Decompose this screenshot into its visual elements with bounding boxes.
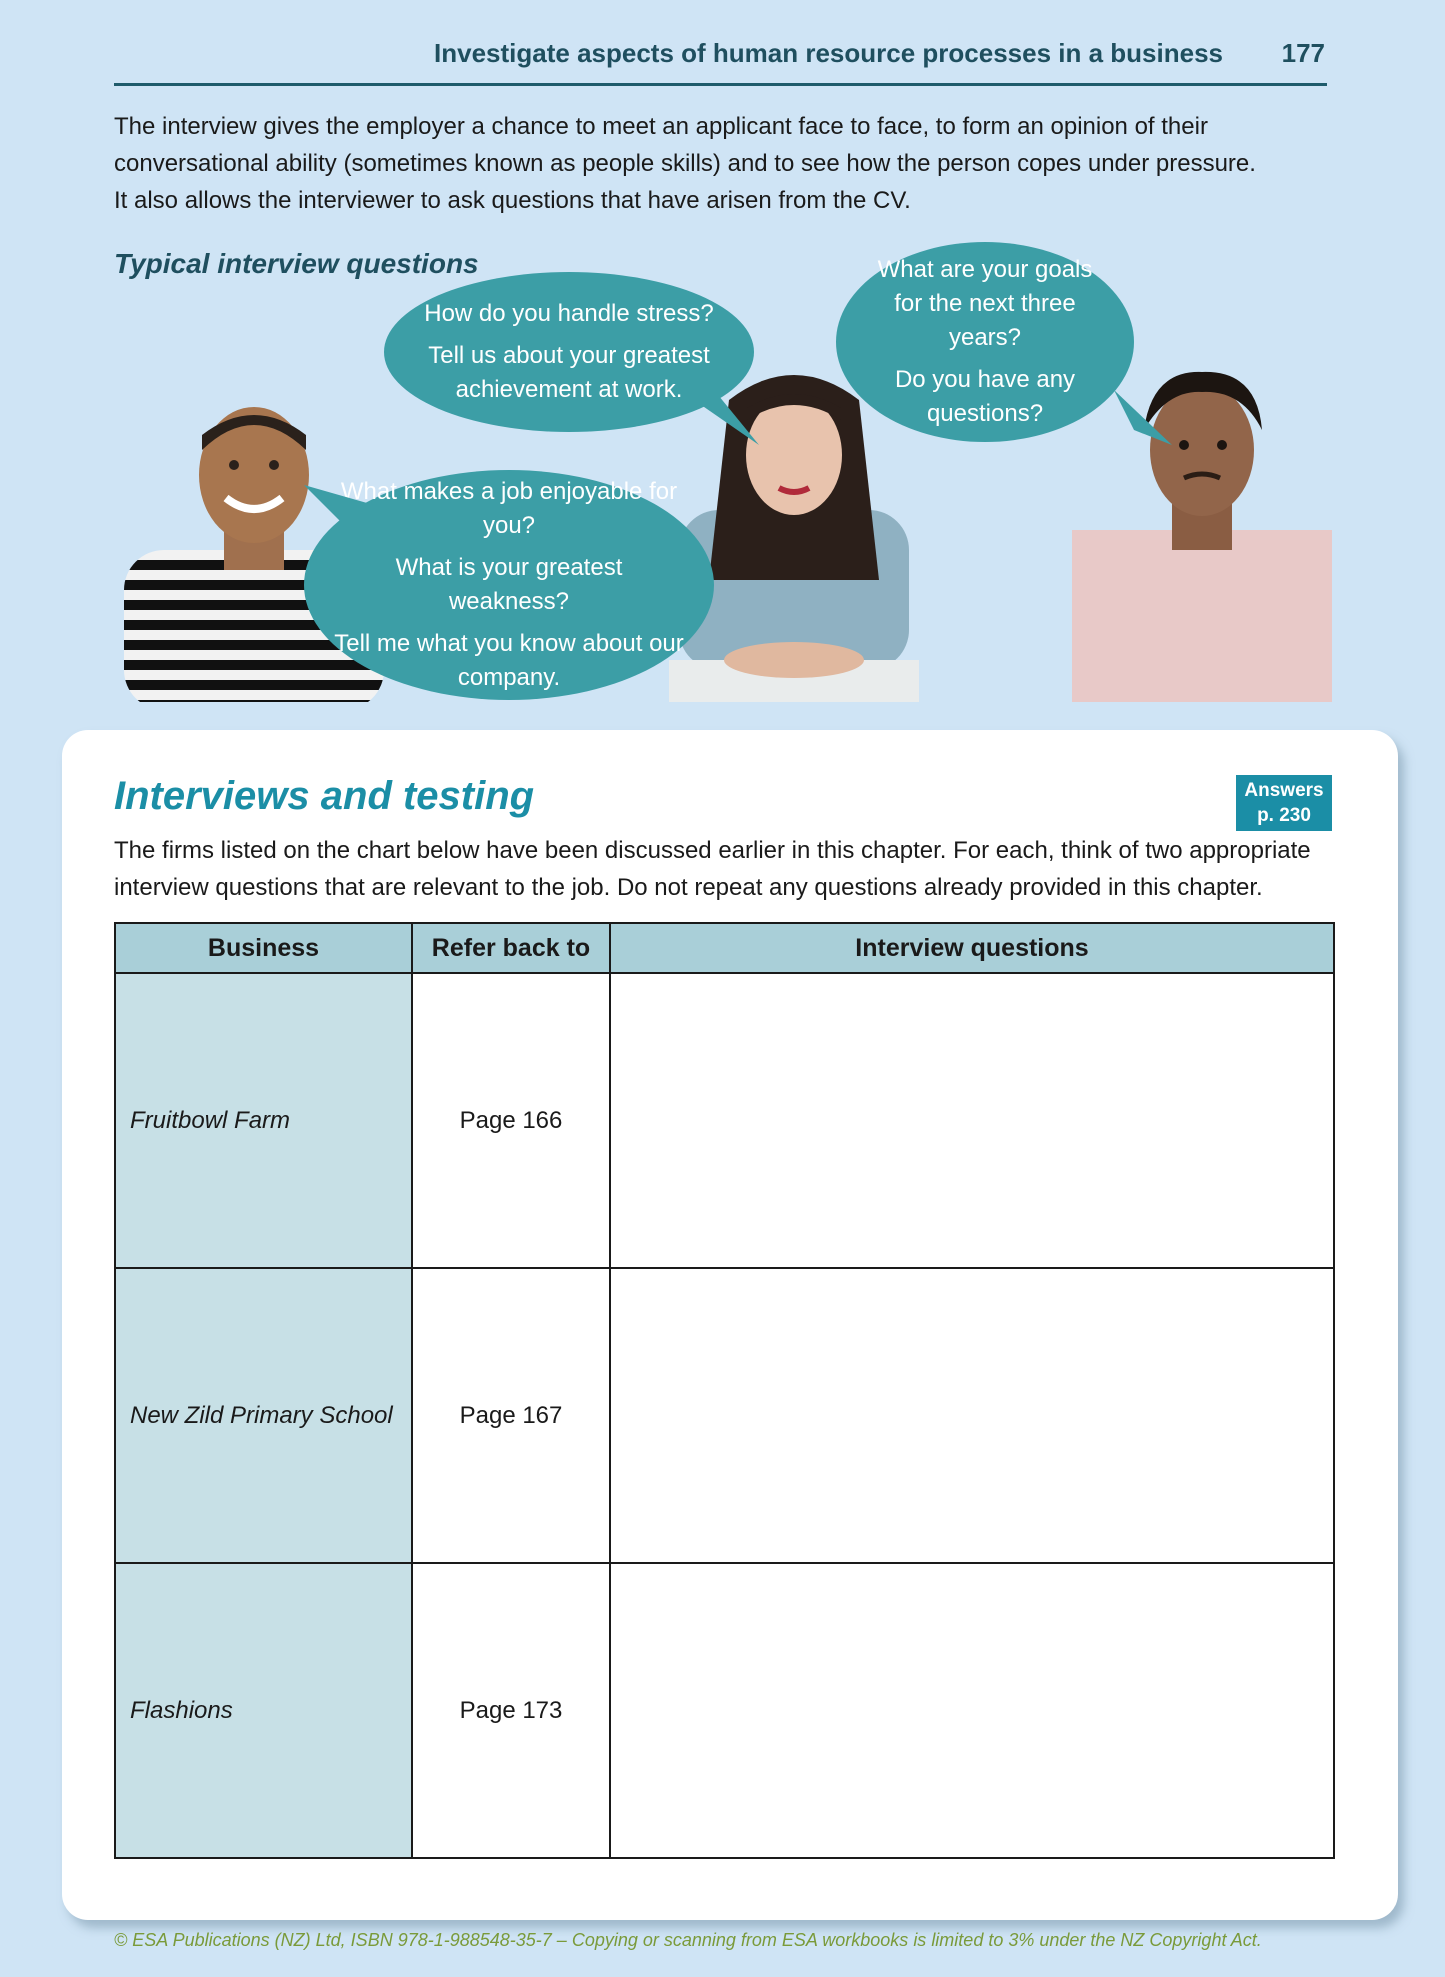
table-row [115, 1268, 1334, 1563]
interview-illustration [114, 240, 1332, 702]
activity-card [62, 730, 1398, 1920]
bubble-question: What are your goals for the next three years? [877, 256, 1093, 351]
instruction-line: interview questions that are relevant to the job. Do not repeat any questions already provided in this chapter. [114, 874, 1263, 901]
instruction-line: The firms listed on the chart below have been discussed earlier in this chapter. For each, think of two appropriate [114, 837, 1311, 864]
bubble-tail [1114, 390, 1184, 450]
business-cell: Fruitbowl Farm [115, 973, 412, 1268]
typical-questions-heading: Typical interview questions [114, 248, 479, 279]
page-number: 177 [1281, 38, 1325, 68]
business-cell: New Zild Primary School [115, 1268, 412, 1563]
bubble-tail [694, 390, 764, 450]
intro-line: conversational ability (sometimes known as people skills) and to see how the person copes under pressure. [114, 150, 1256, 177]
intro-paragraph [114, 108, 1334, 219]
bubble-question: Tell me what you know about our company. [334, 630, 684, 691]
bubble-question: Do you have any questions? [894, 366, 1076, 427]
column-header-questions: Interview questions [610, 923, 1334, 973]
bubble-question: What is your greatest weakness? [395, 554, 623, 615]
speech-bubble-goals [836, 242, 1134, 442]
intro-line: It also allows the interviewer to ask questions that have arisen from the CV. [114, 187, 911, 214]
running-head: Investigate aspects of human resource processes in a business [434, 38, 1223, 68]
activity-title: Interviews and testing [114, 774, 535, 818]
refer-cell: Page 173 [412, 1563, 610, 1858]
activity-instructions [114, 832, 1344, 906]
interview-questions-table [114, 922, 1335, 1859]
table-header-row [115, 923, 1334, 973]
bubble-question: Tell us about your greatest achievement at work. [428, 342, 710, 403]
bubble-tail [304, 485, 384, 555]
page-header [114, 30, 1327, 86]
answer-cell[interactable] [610, 1563, 1334, 1858]
answers-badge [1236, 775, 1332, 831]
table-row [115, 1563, 1334, 1858]
answer-cell[interactable] [610, 973, 1334, 1268]
intro-line: The interview gives the employer a chance to meet an applicant face to face, to form an opinion of their [114, 113, 1208, 140]
copyright-footer: © ESA Publications (NZ) Ltd, ISBN 978-1-988548-35-7 – Copying or scanning from ESA workbooks is limited to 3% under the NZ Copyright Act. [114, 1930, 1262, 1950]
answer-cell[interactable] [610, 1268, 1334, 1563]
column-header-refer: Refer back to [412, 923, 610, 973]
refer-cell: Page 167 [412, 1268, 610, 1563]
bubble-question: How do you handle stress? [424, 300, 714, 327]
bubble-question: What makes a job enjoyable for you? [340, 478, 678, 539]
business-cell: Flashions [115, 1563, 412, 1858]
answers-page: p. 230 [1257, 805, 1311, 826]
answers-label: Answers [1244, 780, 1324, 801]
table-row [115, 973, 1334, 1268]
column-header-business: Business [115, 923, 412, 973]
refer-cell: Page 166 [412, 973, 610, 1268]
